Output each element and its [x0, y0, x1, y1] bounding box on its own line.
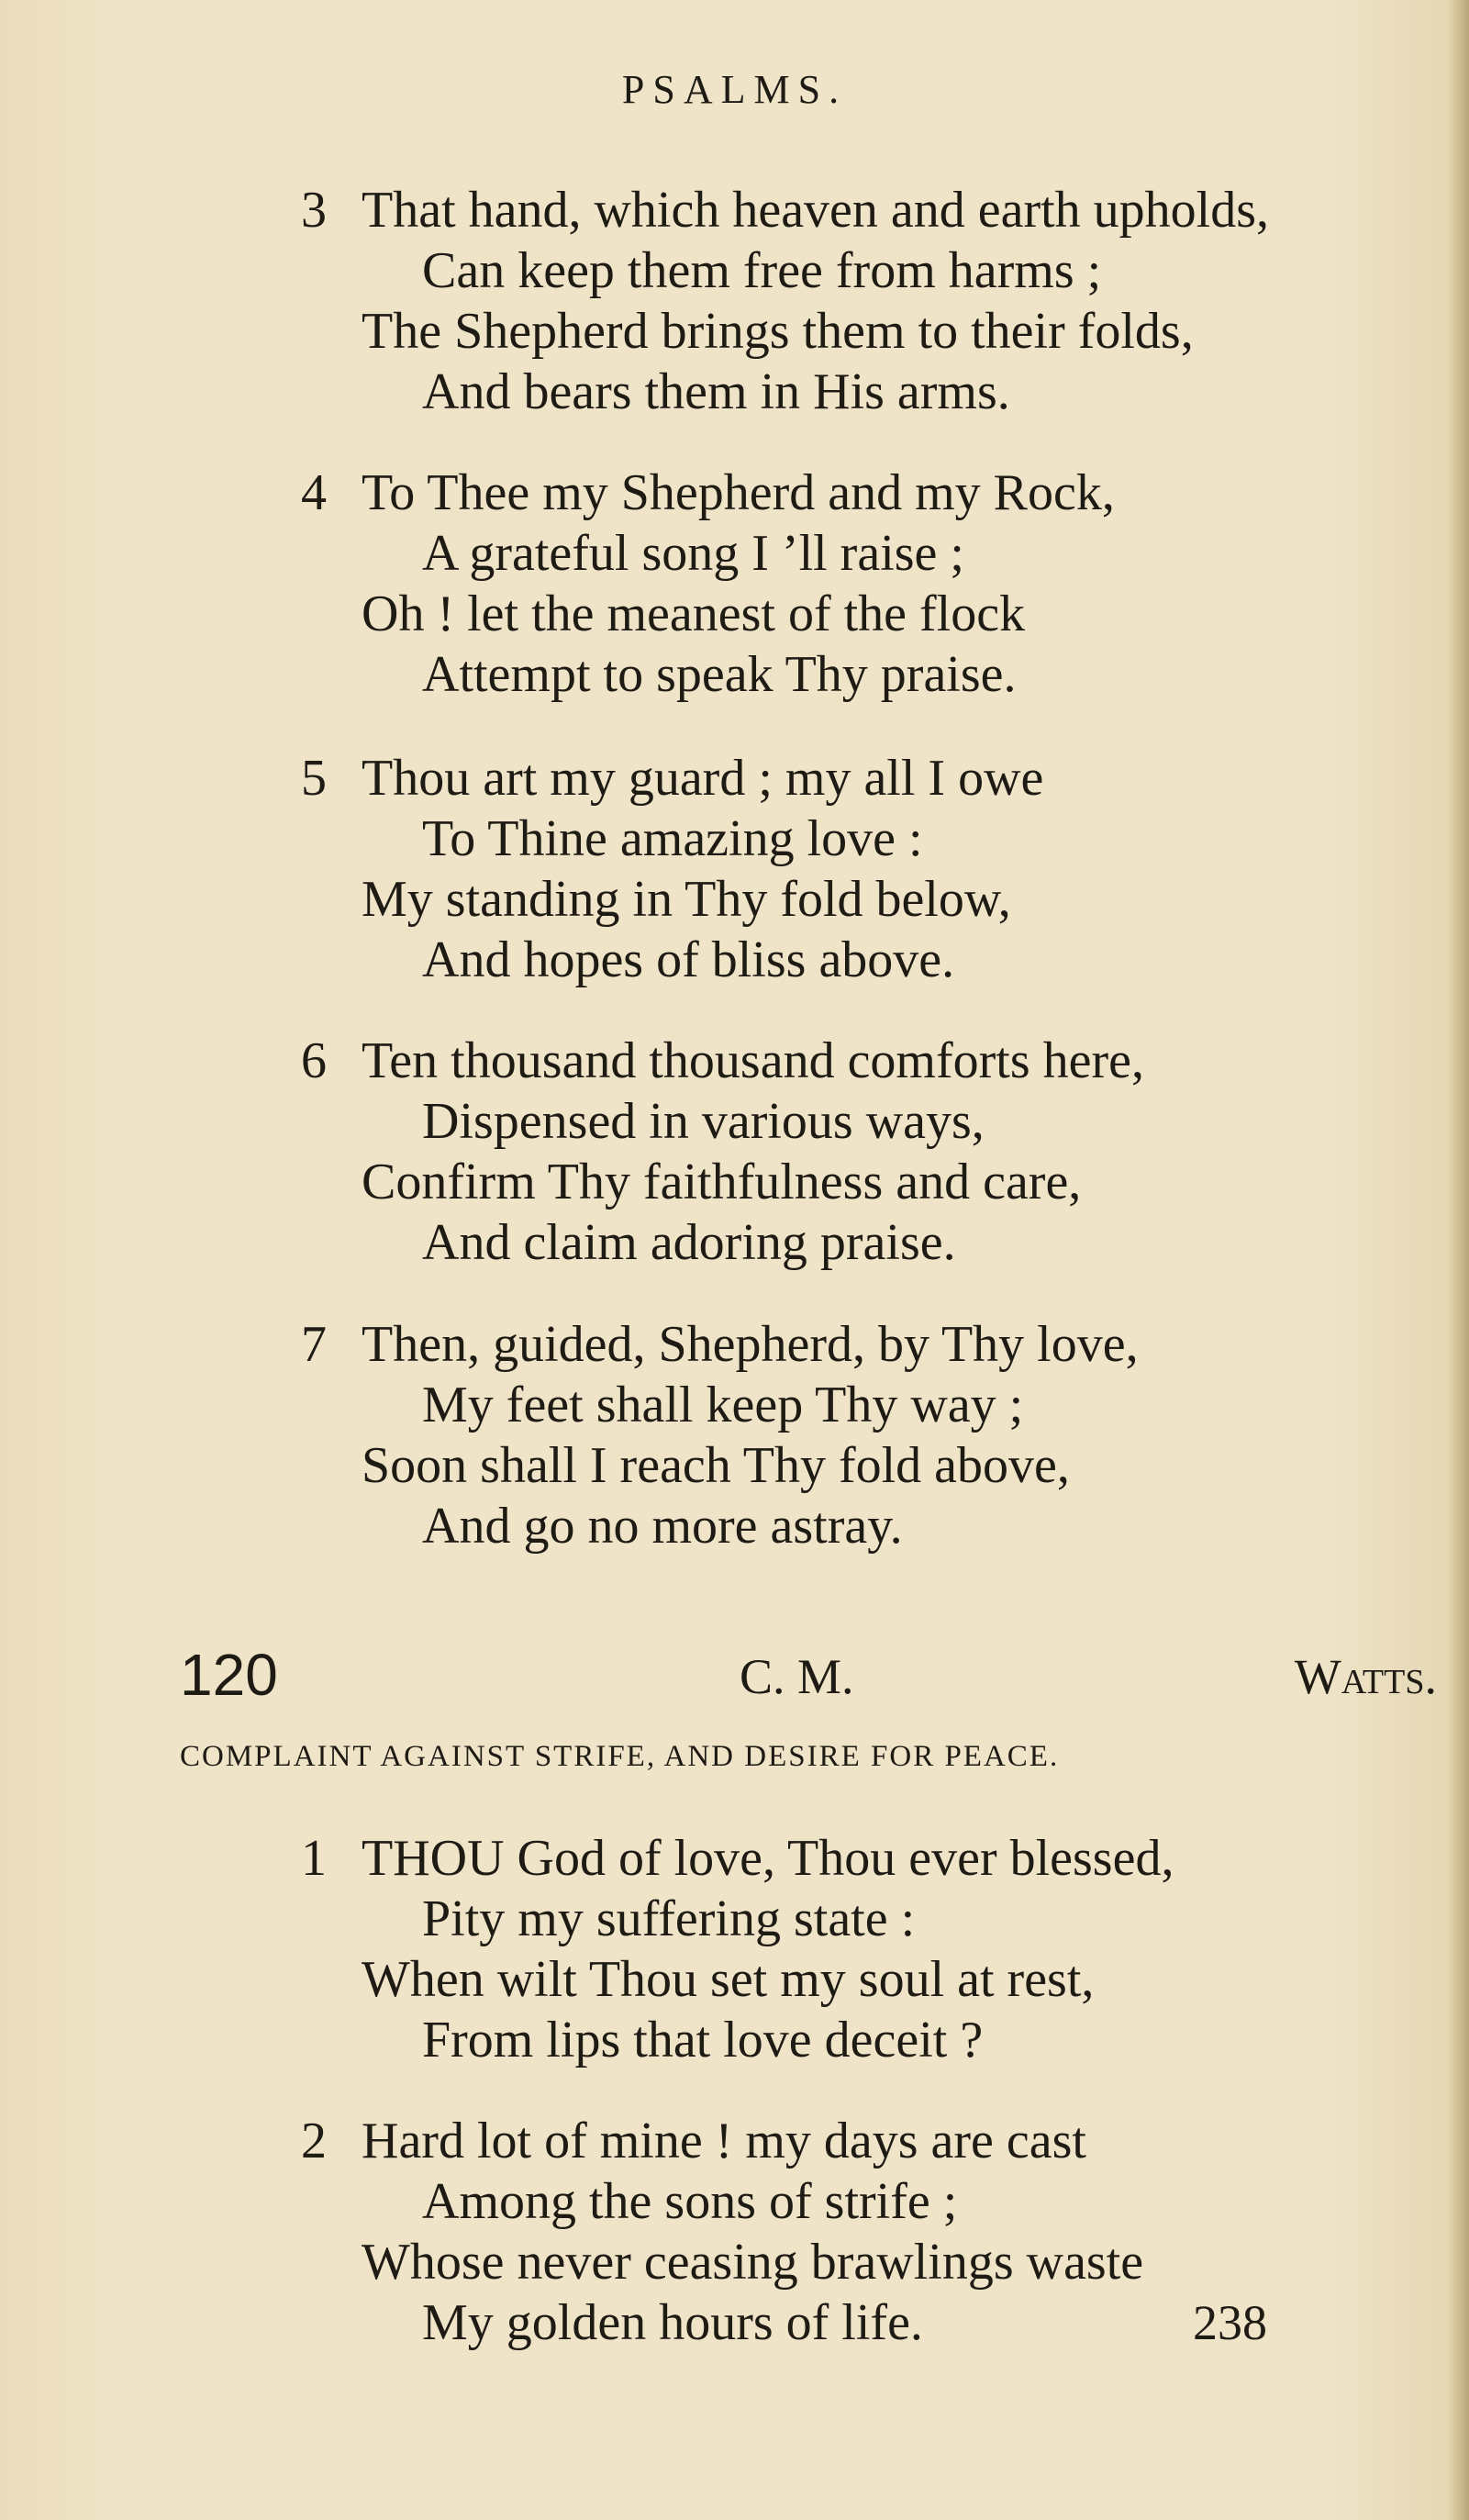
stanza-line: Whose never ceasing brawlings waste	[362, 2234, 1144, 2291]
stanza-line: 2 Hard lot of mine ! my days are cast	[301, 2113, 1086, 2169]
stanza-number: 5	[301, 750, 327, 807]
stanza-line: Soon shall I reach Thy fold above,	[362, 1437, 1070, 1494]
stanza-2	[301, 2111, 1448, 2353]
stanza-line: Can keep them free from harms ;	[422, 242, 1102, 299]
hymn-subtitle: COMPLAINT AGAINST STRIFE, AND DESIRE FOR PEACE.	[180, 1740, 1060, 1773]
stanza-number: 6	[301, 1032, 327, 1089]
hymn-author: Watts.	[1294, 1649, 1437, 1704]
stanza-line: 1 THOU God of love, Thou ever blessed,	[301, 1830, 1174, 1887]
stanza-line: My golden hours of life.	[422, 2294, 923, 2351]
stanza-line: My feet shall keep Thy way ;	[422, 1377, 1024, 1433]
stanza-6	[301, 1031, 1448, 1273]
stanza-3	[301, 180, 1448, 422]
stanza-1	[301, 1828, 1448, 2070]
stanza-number: 1	[301, 1830, 327, 1887]
stanza-line: 4 To Thee my Shepherd and my Rock,	[301, 464, 1115, 521]
stanza-line: 3 That hand, which heaven and earth upholds,	[301, 182, 1270, 239]
hymn-meter: C. M.	[740, 1649, 854, 1704]
stanza-line: 7 Then, guided, Shepherd, by Thy love,	[301, 1316, 1139, 1373]
stanza-line: The Shepherd brings them to their folds,	[362, 303, 1194, 360]
stanza-line: 6 Ten thousand thousand comforts here,	[301, 1032, 1144, 1089]
page-number: 238	[1193, 2295, 1267, 2350]
stanza-line: 5 Thou art my guard ; my all I owe	[301, 750, 1044, 807]
stanza-number: 3	[301, 182, 327, 239]
stanza-number: 4	[301, 464, 327, 521]
stanza-number: 2	[301, 2113, 327, 2169]
stanza-7	[301, 1314, 1448, 1556]
stanza-line: Dispensed in various ways,	[422, 1093, 985, 1150]
hymn-header	[180, 1641, 1437, 1714]
stanza-line: When wilt Thou set my soul at rest,	[362, 1951, 1095, 2008]
stanza-line: Oh ! let the meanest of the flock	[362, 585, 1026, 642]
stanza-line: Confirm Thy faithfulness and care,	[362, 1154, 1082, 1210]
stanza-line: Among the sons of strife ;	[422, 2173, 958, 2230]
hymn-number: 120	[180, 1642, 278, 1708]
stanza-line: Pity my suffering state :	[422, 1890, 916, 1947]
stanza-line: And claim adoring praise.	[422, 1214, 956, 1271]
stanza-line: From lips that love deceit ?	[422, 2012, 984, 2068]
running-head: PSALMS.	[621, 67, 848, 112]
stanza-number: 7	[301, 1316, 327, 1373]
stanza-line: To Thine amazing love :	[422, 810, 923, 867]
stanza-line: And go no more astray.	[422, 1498, 903, 1555]
stanza-line: Attempt to speak Thy praise.	[422, 646, 1017, 703]
stanza-line: And bears them in His arms.	[422, 363, 1010, 420]
stanza-4	[301, 463, 1448, 705]
page-edge	[1449, 0, 1469, 2520]
stanza-5	[301, 748, 1448, 990]
stanza-line: My standing in Thy fold below,	[362, 871, 1011, 928]
stanza-line: And hopes of bliss above.	[422, 931, 955, 988]
stanza-line: A grateful song I ’ll raise ;	[422, 525, 964, 582]
